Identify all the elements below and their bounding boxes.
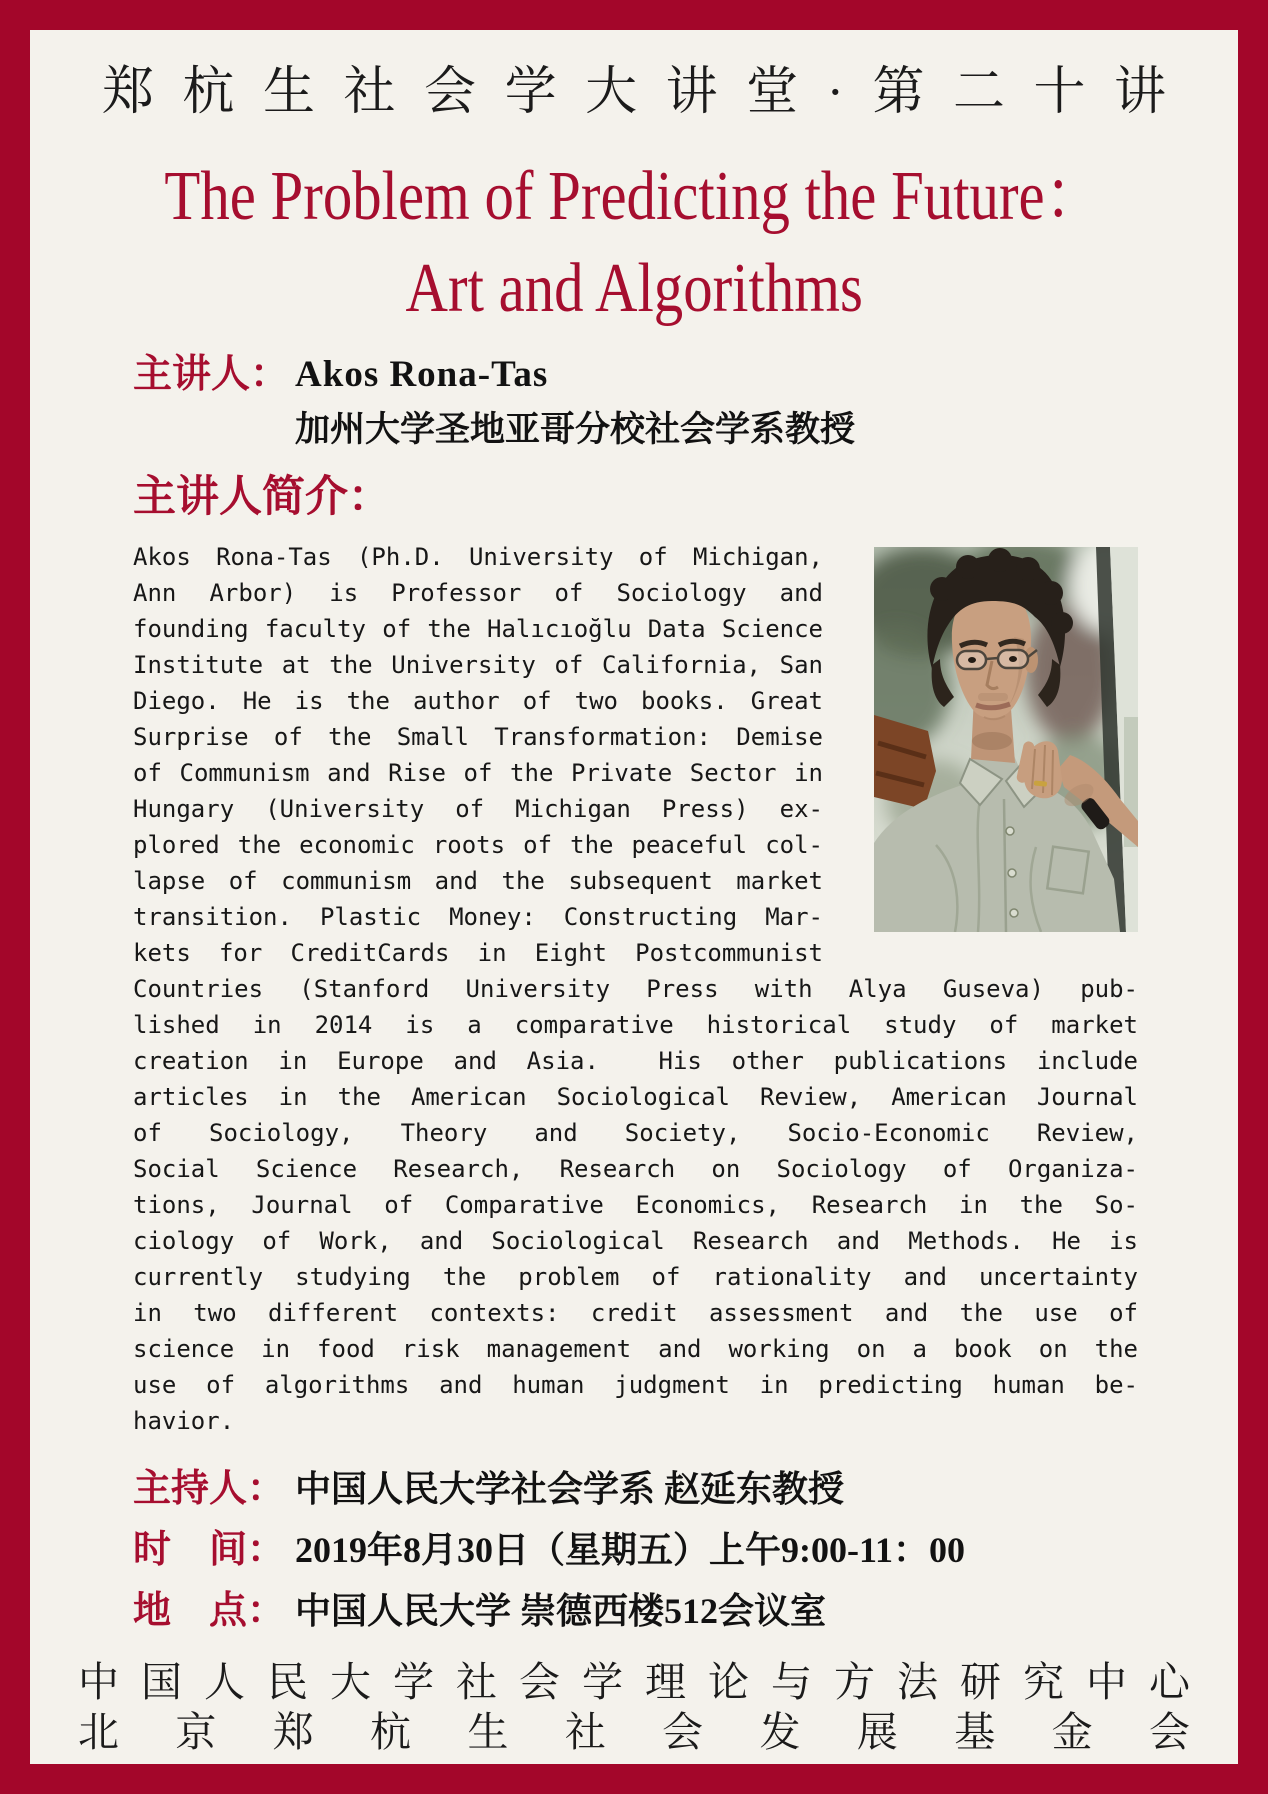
bio-line: transition. Plastic Money: Constructing Mar- [133, 903, 823, 931]
bio-text-narrow-column [133, 539, 823, 971]
poster-inner-panel [30, 30, 1238, 1764]
bio-line: use of algorithms and human judgment in predicting human be- [133, 1371, 1138, 1399]
bio-line: of Communism and Rise of the Private Sector in [133, 759, 823, 787]
bio-line: plored the economic roots of the peaceful col- [133, 831, 823, 859]
bio-line: lapse of communism and the subsequent market [133, 867, 823, 895]
bio-line: Hungary (University of Michigan Press) ex- [133, 795, 823, 823]
organizer-line1: 中国人民大学社会学理论与方法研究中心 [78, 1659, 1190, 1705]
host-label: 主持人： [133, 1468, 286, 1510]
venue-value: 中国人民大学 崇德西楼512会议室 [295, 1591, 827, 1631]
lecture-title-line1: The Problem of Predicting the Future： [164, 158, 1104, 235]
bio-line: currently studying the problem of rationality and uncertainty [133, 1263, 1138, 1291]
event-details [133, 1467, 1238, 1633]
series-title: 郑杭生社会学大讲堂·第二十讲 [102, 64, 1166, 121]
bio-text-wide-column [133, 971, 1138, 1439]
bio-line: havior. [133, 1407, 235, 1435]
bio-line: kets for CreditCards in Eight Postcommunist [133, 939, 823, 967]
venue-row [133, 1589, 1238, 1633]
bio-line: science in food risk management and working on a book on the [133, 1335, 1138, 1363]
bio-line: Diego. He is the author of two books. Great [133, 687, 823, 715]
time-row [133, 1528, 1238, 1572]
venue-label: 地 点： [133, 1590, 286, 1632]
lecture-title-line2: Art and Algorithms [405, 250, 863, 327]
bio-line: in two different contexts: credit assessment and the use of [133, 1299, 1138, 1327]
organizers [78, 1657, 1190, 1757]
speaker-photo [874, 547, 1138, 932]
speaker-affiliation: 加州大学圣地亚哥分校社会学系教授 [295, 410, 856, 449]
bio-line: articles in the American Sociological Review, American Journal [133, 1083, 1138, 1111]
speaker-photo-illustration [874, 547, 1138, 932]
speaker-label: 主讲人： [133, 353, 290, 396]
host-value: 中国人民大学社会学系 赵延东教授 [295, 1469, 845, 1509]
bio-line: Social Science Research, Research on Sociology of Organiza- [133, 1155, 1138, 1183]
speaker-info [295, 351, 855, 452]
bio-section-label: 主讲人简介： [133, 474, 391, 521]
bio-line: Institute at the University of California, San [133, 651, 823, 679]
host-row [133, 1467, 1238, 1511]
speaker-name: Akos Rona-Tas [295, 354, 549, 395]
bio-line: Countries (Stanford University Press with Alya Guseva) pub- [133, 975, 1138, 1003]
bio-line: Surprise of the Small Transformation: Demise [133, 723, 823, 751]
bio-line: lished in 2014 is a comparative historical study of market [133, 1011, 1138, 1039]
bio-line: tions, Journal of Comparative Economics, Research in the So- [133, 1191, 1138, 1219]
time-value: 2019年8月30日（星期五）上午9:00-11：00 [295, 1530, 966, 1570]
bio-line: Akos Rona-Tas (Ph.D. University of Michigan, [133, 543, 823, 571]
bio-line: of Sociology, Theory and Society, Socio-Economic Review, [133, 1119, 1138, 1147]
bio-line: founding faculty of the Halıcıoğlu Data Science [133, 615, 823, 643]
speaker-block [133, 351, 1238, 452]
bio-section [133, 539, 1138, 1439]
bio-line: creation in Europe and Asia. His other publications include [133, 1047, 1138, 1075]
organizer-line2: 北京郑杭生社会发展基金会 [78, 1709, 1190, 1755]
bio-line: Ann Arbor) is Professor of Sociology and [133, 579, 823, 607]
lecture-title [30, 151, 1238, 335]
bio-line: ciology of Work, and Sociological Research and Methods. He is [133, 1227, 1138, 1255]
time-label: 时 间： [133, 1529, 286, 1571]
